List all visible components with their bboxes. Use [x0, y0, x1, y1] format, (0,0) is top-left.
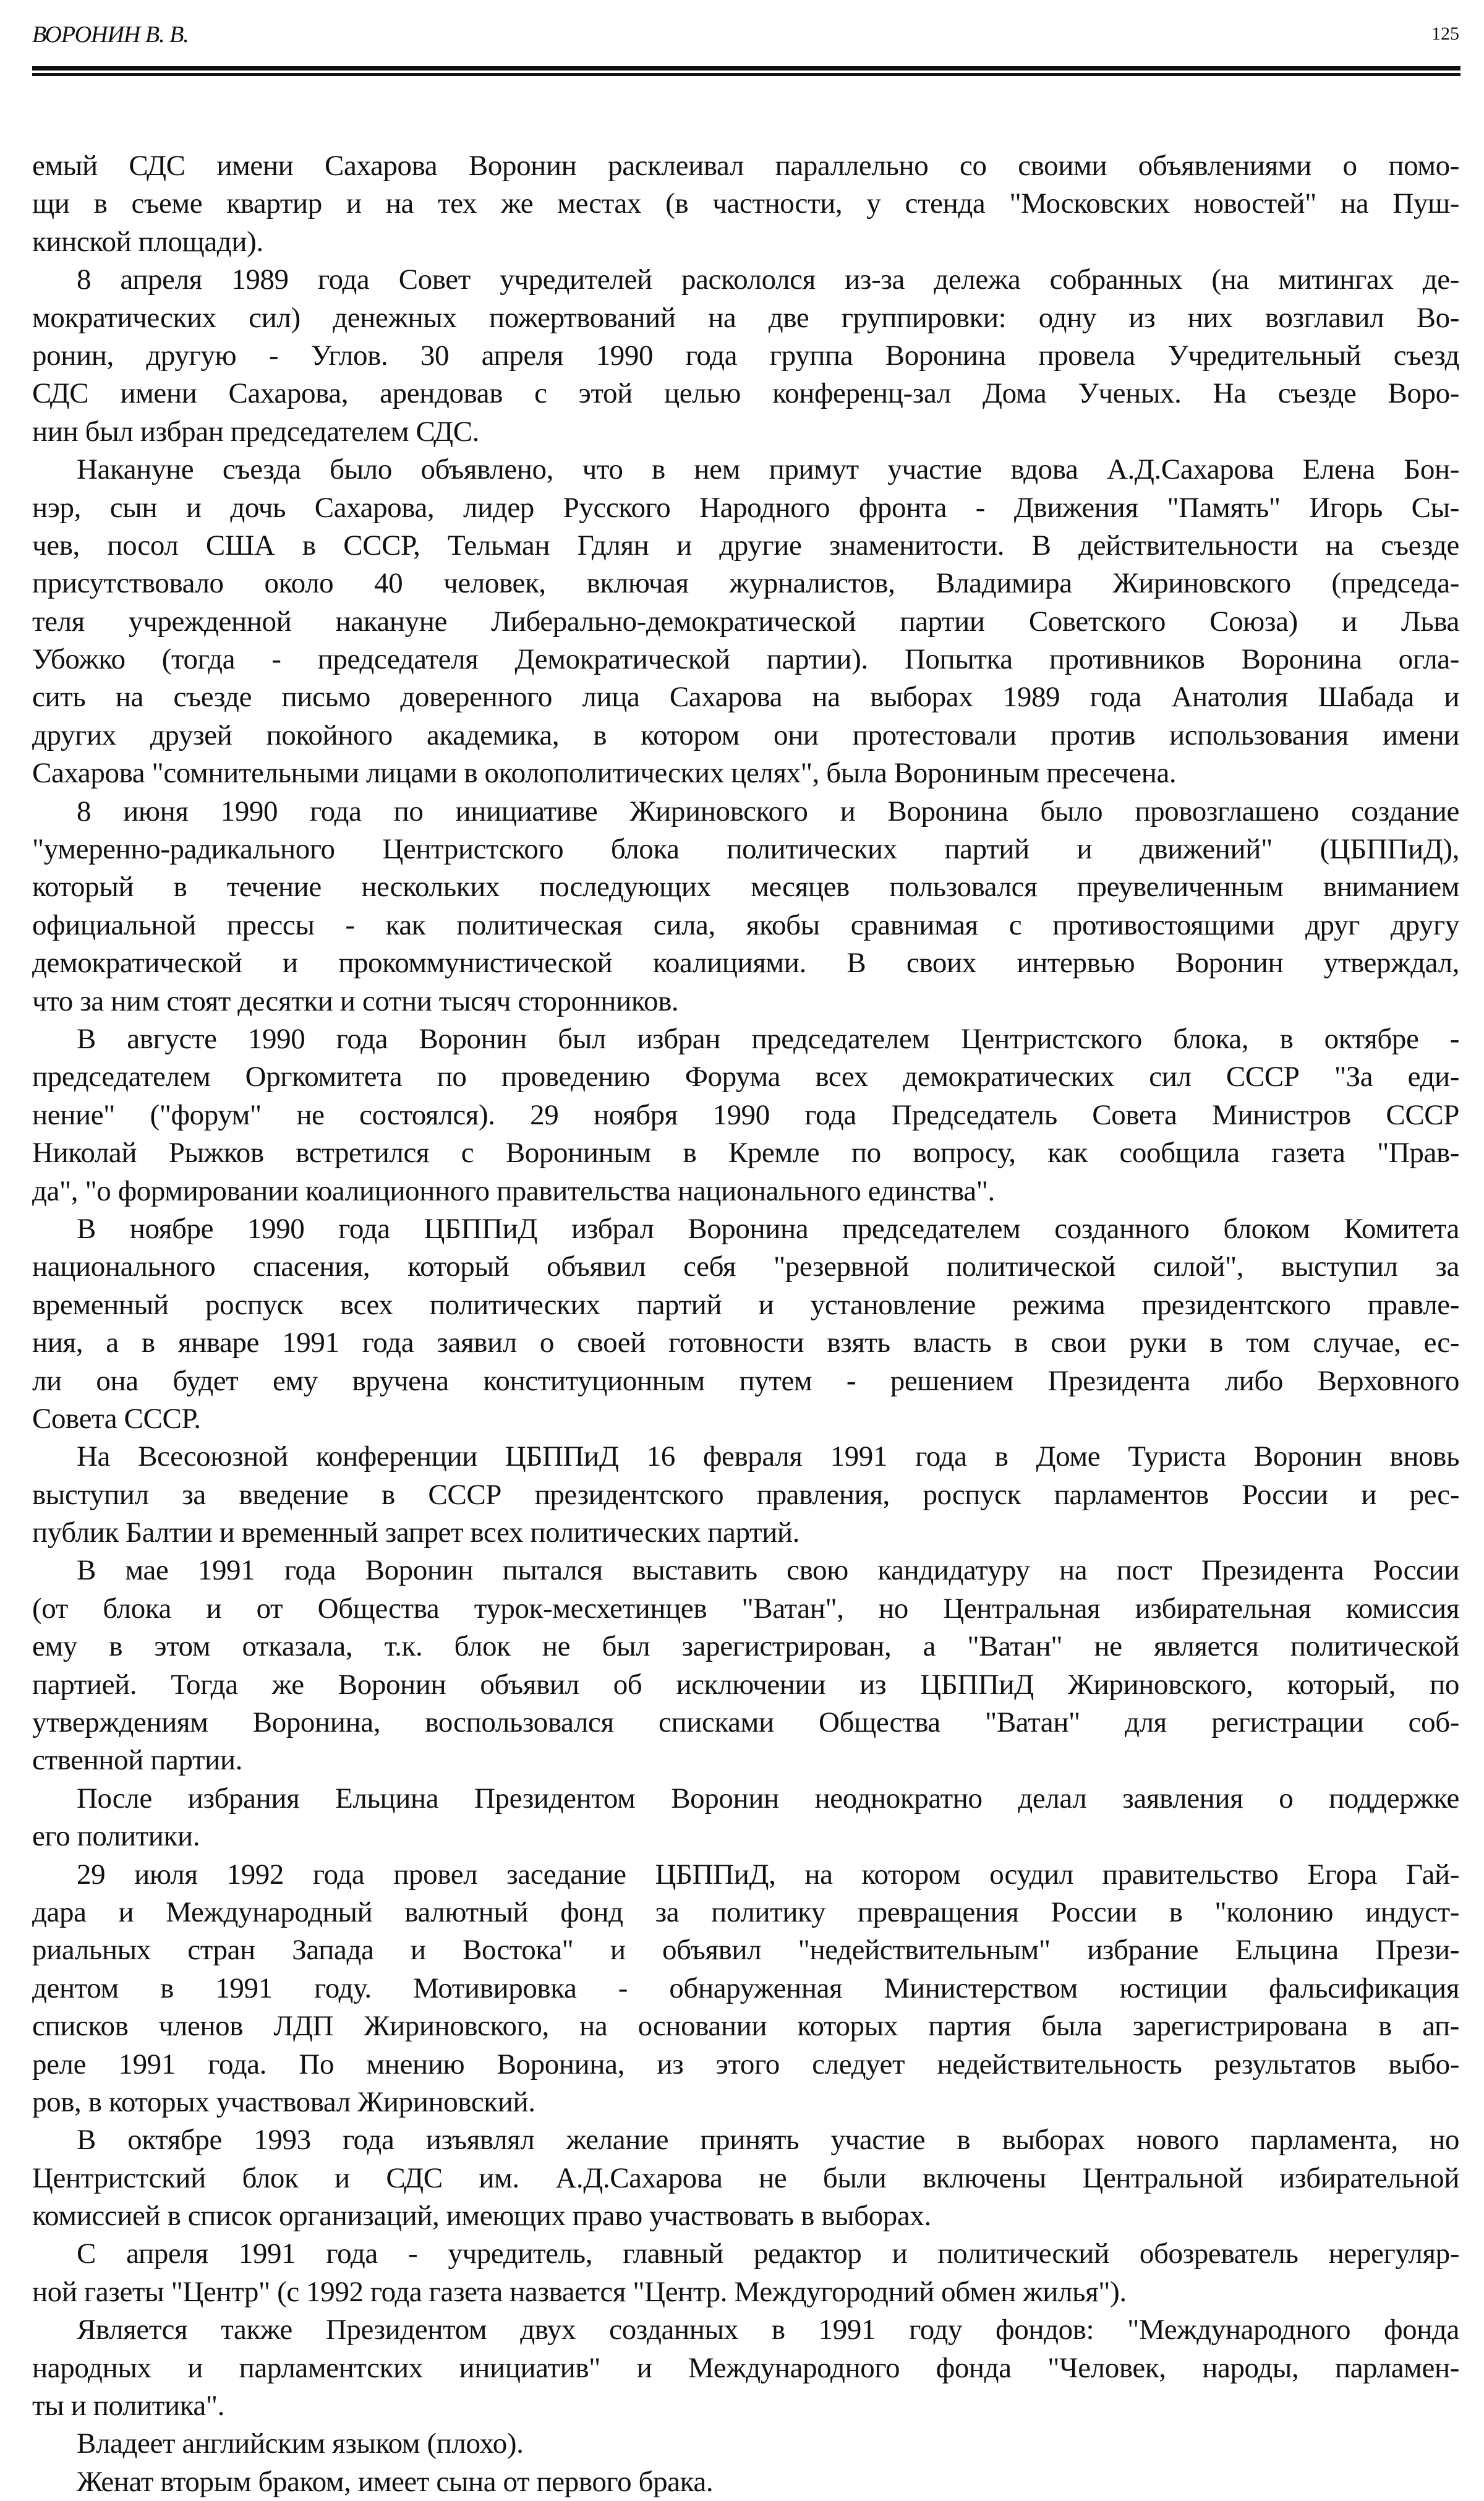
- text-line: партией. Тогда же Воронин объявил об исключении из ЦБППиД Жириновского, который, по: [32, 1668, 1459, 1701]
- text-line: Является также Президентом двух созданных в 1991 году фондов: "Международного фонда: [77, 2314, 1459, 2346]
- text-line: да", "о формировании коалиционного правительства национального единства".: [32, 1174, 995, 1207]
- text-line: официальной прессы - как политическая сила, якобы сравнимая с противостоящими друг другу: [32, 908, 1459, 941]
- text-line: В августе 1990 года Воронин был избран председателем Центристского блока, в октябре -: [77, 1022, 1459, 1055]
- text-line: публик Балтии и временный запрет всех политических партий.: [32, 1516, 800, 1549]
- text-line: комиссией в список организаций, имеющих право участвовать в выборах.: [32, 2200, 931, 2233]
- paragraph: [32, 1780, 1459, 1856]
- text-line: реле 1991 года. По мнению Воронина, из этого следует недействительность результатов выбо-: [32, 2048, 1459, 2080]
- text-line: национального спасения, который объявил себя "резервной политической силой", выступил за: [32, 1250, 1459, 1283]
- text-line: Сахарова "сомнительными лицами в околополитических целях", была Ворониным пресечена.: [32, 757, 1177, 790]
- paragraph: [32, 2425, 1459, 2463]
- text-line: ему в этом отказала, т.к. блок не был зарегистрирован, а "Ватан" не является политической: [32, 1630, 1459, 1663]
- paragraph: [32, 2235, 1459, 2311]
- text-line: кинской площади).: [32, 225, 263, 258]
- text-line: чев, посол США в СССР, Тельман Гдлян и другие знаменитости. В действительности на съезде: [32, 529, 1459, 562]
- page-number: 125: [1431, 24, 1459, 44]
- text-line: что за ним стоят десятки и сотни тысяч сторонников.: [32, 985, 679, 1017]
- text-line: его политики.: [32, 1820, 200, 1853]
- paragraph: [32, 1020, 1459, 1210]
- running-head: [32, 21, 1459, 56]
- text-line: дентом в 1991 году. Мотивировка - обнаруженная Министерством юстиции фальсификация: [32, 1972, 1459, 2004]
- text-line: "умеренно-радикального Центристского блока политических партий и движений" (ЦБППиД),: [32, 833, 1459, 866]
- paragraph: [32, 1552, 1459, 1779]
- text-line: Совета СССР.: [32, 1402, 201, 1435]
- text-line: дара и Международный валютный фонд за политику превращения России в "колонию индуст-: [32, 1896, 1459, 1928]
- running-head-title: ВОРОНИН В. В.: [32, 22, 189, 48]
- paragraph: [32, 1438, 1459, 1552]
- text-line: ния, а в январе 1991 года заявил о своей готовности взять власть в свои руки в том случае, ес-: [32, 1327, 1459, 1359]
- paragraph: [32, 793, 1459, 1020]
- text-line: ной газеты "Центр" (с 1992 года газета назвается "Центр. Междугородний обмен жилья").: [32, 2275, 1127, 2308]
- header-rule-top: [32, 66, 1461, 71]
- text-line: демократической и прокоммунистической коалициями. В своих интервью Воронин утверждал,: [32, 947, 1459, 980]
- text-line: временный роспуск всех политических партий и установление режима президентского правле-: [32, 1288, 1459, 1321]
- paragraph: [32, 2121, 1459, 2235]
- text-line: 8 апреля 1989 года Совет учредителей раскололся из-за дележа собранных (на митингах де-: [77, 263, 1459, 296]
- text-line: нение" ("форум" не состоялся). 29 ноября 1990 года Председатель Совета Министров СССР: [32, 1098, 1459, 1131]
- text-line: 8 июня 1990 года по инициативе Жириновского и Воронина было провозглашено создание: [77, 795, 1459, 827]
- text-line: списков членов ЛДП Жириновского, на основании которых партия была зарегистрирована в ап-: [32, 2010, 1459, 2043]
- header-rule-bottom: [32, 73, 1461, 76]
- text-line: емый СДС имени Сахарова Воронин расклеивал параллельно со своими объявлениями о помо-: [32, 150, 1459, 182]
- article-body: [32, 147, 1459, 2501]
- text-line: нэр, сын и дочь Сахарова, лидер Русского Народного фронта - Движения "Память" Игорь Сы-: [32, 491, 1459, 524]
- text-line: председателем Оргкомитета по проведению Форума всех демократических сил СССР "За еди-: [32, 1061, 1459, 1093]
- text-line: Накануне съезда было объявлено, что в нем примут участие вдова А.Д.Сахарова Елена Бон-: [77, 453, 1459, 486]
- paragraph: [32, 451, 1459, 793]
- text-line: В ноябре 1990 года ЦБППиД избрал Воронина председателем созданного блоком Комитета: [77, 1212, 1459, 1245]
- text-line: ственной партии.: [32, 1744, 242, 1777]
- text-line: мократических сил) денежных пожертвований на две группировки: одну из них возглавил Во-: [32, 301, 1459, 334]
- text-line: Николай Рыжков встретился с Ворониным в Кремле по вопросу, как сообщила газета "Прав-: [32, 1137, 1459, 1169]
- text-line: Центристский блок и СДС им. А.Д.Сахарова не были включены Центральной избирательной: [32, 2161, 1459, 2194]
- text-line: народных и парламентских инициатив" и Международного фонда "Человек, народы, парламен-: [32, 2351, 1459, 2384]
- text-line: ров, в которых участвовал Жириновский.: [32, 2085, 535, 2118]
- text-line: ли она будет ему вручена конституционным путем - решением Президента либо Верховного: [32, 1364, 1459, 1397]
- text-line: теля учрежденной накануне Либерально-демократической партии Советского Союза) и Льва: [32, 605, 1459, 638]
- text-line: С апреля 1991 года - учредитель, главный редактор и политический обозреватель нерегуляр-: [77, 2238, 1459, 2270]
- text-line: В мае 1991 года Воронин пытался выставить свою кандидатуру на пост Президента России: [77, 1554, 1459, 1587]
- text-line: На Всесоюзной конференции ЦБППиД 16 февраля 1991 года в Доме Туриста Воронин вновь: [77, 1440, 1459, 1473]
- text-line: Убожко (тогда - председателя Демократической партии). Попытка противников Воронина огла-: [32, 643, 1459, 676]
- paragraph: [32, 2463, 1459, 2501]
- text-line: (от блока и от Общества турок-месхетинцев "Ватан", но Центральная избирательная комиссия: [32, 1592, 1459, 1625]
- text-line: утверждениям Воронина, воспользовался списками Общества "Ватан" для регистрации соб-: [32, 1706, 1459, 1739]
- text-line: Женат вторым браком, имеет сына от первого брака.: [77, 2465, 714, 2498]
- text-line: Владеет английским языком (плохо).: [77, 2427, 524, 2460]
- text-line: выступил за введение в СССР президентского правления, роспуск парламентов России и рес-: [32, 1478, 1459, 1511]
- text-line: ты и политика".: [32, 2390, 225, 2422]
- paragraph: [32, 261, 1459, 451]
- text-line: который в течение нескольких последующих месяцев пользовался преувеличенным вниманием: [32, 871, 1459, 904]
- text-line: После избрания Ельцина Президентом Воронин неоднократно делал заявления о поддержке: [77, 1782, 1459, 1815]
- text-line: 29 июля 1992 года провел заседание ЦБППиД, на котором осудил правительство Егора Гай-: [77, 1858, 1459, 1891]
- paragraph: [32, 147, 1459, 261]
- paragraph: [32, 1856, 1459, 2122]
- text-line: СДС имени Сахарова, арендовав с этой целью конференц-зал Дома Ученых. На съезде Воро-: [32, 377, 1459, 410]
- text-line: щи в съеме квартир и на тех же местах (в частности, у стенда "Московских новостей" на Пуш-: [32, 187, 1459, 220]
- text-line: нин был избран председателем СДС.: [32, 415, 480, 448]
- text-line: сить на съезде письмо доверенного лица Сахарова на выборах 1989 года Анатолия Шабада и: [32, 681, 1459, 714]
- paragraph: [32, 1210, 1459, 1438]
- text-line: В октябре 1993 года изъявлял желание принять участие в выборах нового парламента, но: [77, 2124, 1459, 2157]
- text-line: присутствовало около 40 человек, включая журналистов, Владимира Жириновского (председа-: [32, 567, 1459, 600]
- text-line: риальных стран Запада и Востока" и объявил "недействительным" избрание Ельцина Прези-: [32, 1934, 1459, 1967]
- paragraph: [32, 2311, 1459, 2425]
- text-line: ронин, другую - Углов. 30 апреля 1990 года группа Воронина провела Учредительный съезд: [32, 339, 1459, 372]
- text-line: других друзей покойного академика, в котором они протестовали против использования имени: [32, 719, 1459, 751]
